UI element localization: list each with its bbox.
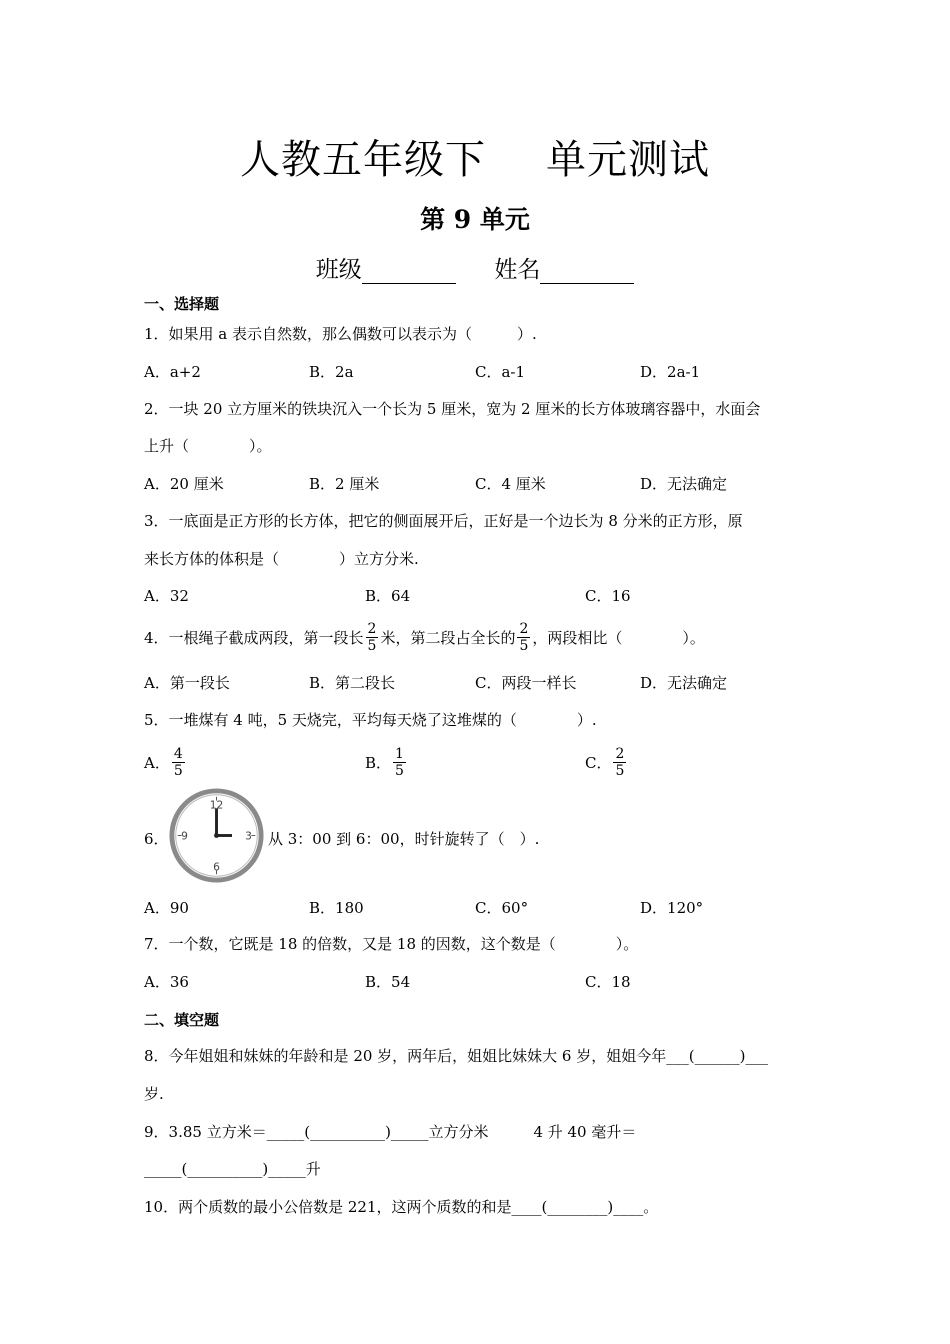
- title-left: 人教五年级下: [240, 137, 486, 183]
- q7-option-b[interactable]: B．54: [365, 973, 411, 991]
- q5-a-num: 4: [173, 745, 183, 762]
- question-2-line1: 2．一块 20 立方厘米的铁块沉入一个长为 5 厘米，宽为 2 厘米的长方体玻璃容器中，水面会: [144, 400, 761, 418]
- q5-a-label: A．: [144, 753, 170, 772]
- question-8-line1: [144, 1045, 768, 1066]
- q4-fraction-1: [366, 621, 379, 654]
- q5-b-num: 1: [395, 745, 404, 762]
- clock-image: [168, 787, 265, 884]
- q1-option-b[interactable]: B．2a: [309, 363, 354, 381]
- q7-option-c[interactable]: C．18: [585, 973, 631, 991]
- clock-num-9: 9: [181, 829, 188, 843]
- q9-answer-blank-1[interactable]: _____(__________)_____: [266, 1123, 429, 1141]
- q3-option-c[interactable]: C．16: [585, 587, 631, 605]
- unit-subtitle: 第 9 单元: [420, 205, 530, 234]
- q1-option-d[interactable]: D．2a-1: [640, 363, 701, 381]
- q5-c-den: 5: [615, 762, 625, 779]
- question-2-line2: 上升（ ）。: [144, 437, 272, 455]
- q6-option-d[interactable]: D．120°: [640, 899, 704, 917]
- q4-frac1-num: 2: [367, 620, 377, 637]
- name-label: 姓名: [494, 257, 541, 283]
- q10-part1: 10．两个质数的最小公倍数是 221，这两个质数的和是: [144, 1198, 512, 1216]
- q4-option-a[interactable]: A．第一段长: [144, 674, 230, 692]
- q4-part3: ，两段相比（ ）。: [532, 628, 705, 647]
- q5-option-a[interactable]: [144, 742, 187, 782]
- q4-frac2-den: 5: [519, 637, 529, 654]
- question-9-line1: [144, 1121, 636, 1142]
- q8-answer-blank[interactable]: ___(______)___: [666, 1047, 768, 1065]
- q4-part1: 4．一根绳子截成两段，第一段长: [144, 628, 364, 647]
- q5-option-c[interactable]: [585, 742, 628, 782]
- question-9-line2: [144, 1158, 321, 1179]
- name-blank[interactable]: [540, 261, 634, 284]
- question-7: 7．一个数，它既是 18 的倍数，又是 18 的因数，这个数是（ ）。: [144, 935, 639, 953]
- q3-option-b[interactable]: B．64: [365, 587, 411, 605]
- question-6-text: 从 3：00 到 6：00，时针旋转了（ ）.: [268, 830, 540, 848]
- q5-a-fraction: [172, 746, 185, 779]
- question-10: [144, 1196, 658, 1217]
- q2-option-a[interactable]: A．20 厘米: [144, 475, 224, 493]
- q5-a-den: 5: [173, 762, 183, 779]
- q8-part1: 8．今年姐姐和妹妹的年龄和是 20 岁，两年后，姐姐比妹妹大 6 岁，姐姐今年: [144, 1047, 667, 1065]
- clock-center: [214, 833, 219, 838]
- q4-frac2-num: 2: [519, 620, 529, 637]
- q4-option-c[interactable]: C．两段一样长: [475, 674, 577, 692]
- q1-option-c[interactable]: C．a-1: [475, 363, 526, 381]
- q9-part3: 升: [305, 1160, 321, 1178]
- q4-option-d[interactable]: D．无法确定: [640, 674, 728, 692]
- class-label: 班级: [315, 257, 362, 283]
- q4-option-b[interactable]: B．第二段长: [309, 674, 396, 692]
- question-3-line1: 3．一底面是正方形的长方体，把它的侧面展开后，正好是一个边长为 8 分米的正方形，原: [144, 512, 743, 530]
- q4-frac1-den: 5: [367, 637, 377, 654]
- question-8-line2: 岁.: [144, 1085, 164, 1103]
- question-4: [144, 617, 705, 657]
- page-title: [0, 128, 950, 185]
- q6-option-c[interactable]: C．60°: [475, 899, 529, 917]
- q5-c-fraction: [613, 746, 626, 779]
- q2-option-d[interactable]: D．无法确定: [640, 475, 728, 493]
- question-5: 5．一堆煤有 4 吨，5 天烧完，平均每天烧了这堆煤的（ ）.: [144, 711, 597, 729]
- clock-num-3: 3: [245, 829, 252, 843]
- q4-fraction-2: [517, 621, 530, 654]
- q5-b-den: 5: [395, 762, 404, 779]
- q3-option-a[interactable]: A．32: [144, 587, 189, 605]
- q2-option-b[interactable]: B．2 厘米: [309, 475, 380, 493]
- q2-option-c[interactable]: C．4 厘米: [475, 475, 546, 493]
- question-6-number: 6．: [144, 830, 169, 848]
- q5-option-b[interactable]: [365, 742, 408, 782]
- q4-part2: 米，第二段占全长的: [380, 628, 516, 647]
- q5-b-label: B．: [365, 753, 392, 772]
- class-name-line: [0, 251, 950, 284]
- q9-part2: 立方分米 4 升 40 毫升＝: [428, 1123, 637, 1141]
- q10-answer-blank[interactable]: ____(________)____: [511, 1198, 644, 1216]
- title-right: 单元测试: [546, 137, 710, 183]
- clock-num-12: 12: [209, 798, 224, 812]
- q9-part1: 9．3.85 立方米＝: [144, 1123, 267, 1141]
- q7-option-a[interactable]: A．36: [144, 973, 189, 991]
- q5-c-label: C．: [585, 753, 612, 772]
- clock-num-6: 6: [213, 860, 220, 874]
- q5-c-num: 2: [615, 745, 625, 762]
- section-fill-blank: 二、填空题: [144, 1011, 220, 1029]
- q1-option-a[interactable]: A．a+2: [144, 363, 201, 381]
- q9-answer-blank-2[interactable]: _____(__________)_____: [144, 1160, 306, 1178]
- q6-option-b[interactable]: B．180: [309, 899, 364, 917]
- q10-part2: 。: [643, 1198, 659, 1216]
- class-blank[interactable]: [362, 261, 456, 284]
- question-1: 1．如果用 a 表示自然数，那么偶数可以表示为（ ）.: [144, 325, 537, 343]
- q5-b-fraction: [393, 746, 406, 779]
- section-choice: 一、选择题: [144, 295, 220, 313]
- question-3-line2: 来长方体的体积是（ ）立方分米.: [144, 550, 419, 568]
- q6-option-a[interactable]: A．90: [144, 899, 189, 917]
